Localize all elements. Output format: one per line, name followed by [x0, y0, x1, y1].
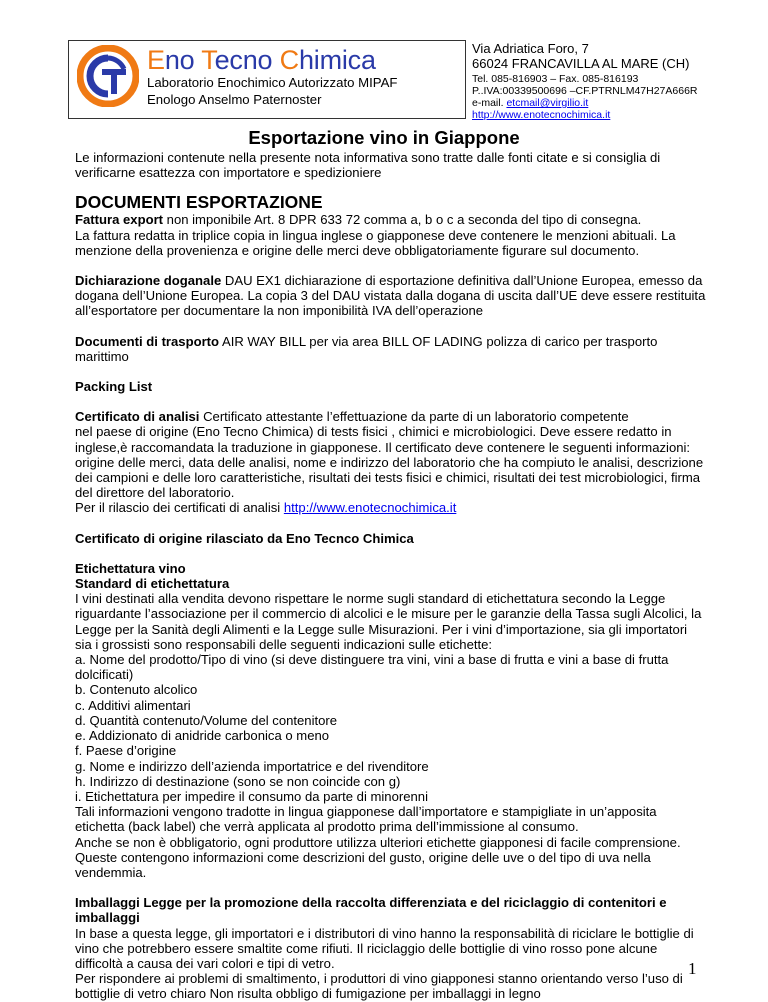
imballaggi-line: bottiglie di vetro chiaro Non risulta obbligo di fumigazione per imballaggi in legno — [75, 986, 541, 1002]
packing-list-heading: Packing List — [75, 379, 153, 395]
etichettatura-line: Legge per la Sanità degli Alimenti e la Legge sulle Misurazioni. Per i vini d’importazione, sia gli importatori — [75, 621, 688, 637]
enologist-subtitle: Enologo Anselmo Paternoster — [147, 92, 322, 107]
certificato-line: inglese,è raccomandata la traduzione in giapponese. Il certificato deve contenere le seguenti informazioni: — [75, 439, 691, 455]
dichiarazione-line: all’esportatore per documentare la non imponibilità IVA dell’operazione — [75, 303, 484, 319]
etichettatura-line: vendemmia. — [75, 864, 147, 880]
etichettatura-line: a. Nome del prodotto/Tipo di vino (si deve distinguere tra vini, vini a base di frutta e vini a base di frutta — [75, 652, 669, 668]
address-email-line: e-mail. etcmail@virgilio.it — [472, 97, 589, 109]
imballaggi-line: Per rispondere ai problemi di smaltimento, i produttori di vino giapponesi stanno orientando verso l’uso di — [75, 971, 683, 987]
fattura-line: Fattura export non imponibile Art. 8 DPR 633 72 comma a, b o c a seconda del tipo di consegna. — [75, 212, 642, 228]
etichettatura-line: Queste contengono informazioni come descrizioni del gusto, origine delle uve o del tipo di uva nella — [75, 849, 651, 865]
etichettatura-line: c. Additivi alimentari — [75, 697, 191, 713]
email-link[interactable]: etcmail@virgilio.it — [506, 97, 589, 109]
certificato-line: dei campioni e delle loro caratteristiche, risultati dei tests fisici e chimici, risultati dei test microbiologici, firma — [75, 470, 701, 486]
imballaggi-heading: Imballaggi Legge per la promozione della raccolta differenziata e del riciclaggio di contenitori e — [75, 895, 667, 911]
etichettatura-line: etichetta (back label) che verrà applicata al prodotto prima dell’immissione al consumo. — [75, 819, 579, 835]
website-link[interactable]: http://www.enotecnochimica.it — [472, 109, 611, 121]
brand-name: Eno Tecno Chimica — [147, 45, 376, 75]
etichettatura-line: b. Contenuto alcolico — [75, 682, 198, 698]
etichettatura-subheading: Standard di etichettatura — [75, 576, 230, 592]
letterhead-box — [68, 40, 466, 119]
etichettatura-line: riguardante l’associazione per il commercio di alcolici e le misure per le garanzie della Tassa sugli Alcolici, la — [75, 606, 702, 622]
certificato-line: Per il rilascio dei certificati di analisi http://www.enotecnochimica.it — [75, 500, 457, 516]
document-title: Esportazione vino in Giappone — [248, 127, 520, 148]
dichiarazione-line: Dichiarazione doganale DAU EX1 dichiarazione di esportazione definitiva dall’Unione Europea, emesso da — [75, 273, 703, 289]
fattura-line: menzione della provenienza e origine delle merci deve obbligatoriamente figurare sul documento. — [75, 242, 640, 258]
fattura-line: La fattura redatta in triplice copia in lingua inglese o giapponese deve contenere le menzioni abituali. La — [75, 227, 676, 243]
page-number: 1 — [688, 959, 697, 978]
intro-line: verificarne esattezza con importatore e spedizioniere — [75, 165, 382, 181]
etichettatura-line: dolcificati) — [75, 667, 134, 683]
etichettatura-line: I vini destinati alla vendita devono rispettare le norme sugli standard di etichettatura secondo la Legge — [75, 591, 666, 607]
imballaggi-line: In base a questa legge, gli importatori e i distributori di vino hanno la responsabilità di riciclare le bottiglie di — [75, 925, 694, 941]
certificate-link[interactable]: http://www.enotecnochimica.it — [283, 500, 457, 516]
etichettatura-line: sia i grossisti sono responsabili delle seguenti indicazioni sulle etichette: — [75, 636, 493, 652]
enotecnochimica-logo-icon — [77, 45, 139, 107]
etichettatura-line: i. Etichettatura per impedire il consumo da parte di minorenni — [75, 788, 428, 804]
section-heading: DOCUMENTI ESPORTAZIONE — [75, 192, 323, 213]
origine-heading: Certificato di origine rilasciato da Eno Tecnco Chimica — [75, 530, 414, 546]
trasporto-line: marittimo — [75, 348, 129, 364]
etichettatura-line: g. Nome e indirizzo dell’azienda importatrice e del rivenditore — [75, 758, 429, 774]
etichettatura-line: h. Indirizzo di destinazione (sono se non coincide con g) — [75, 773, 401, 789]
imballaggi-line: difficoltà a causa dei vari colori e tipi di vetro. — [75, 955, 335, 971]
dichiarazione-line: dogana dell’Unione Europea. La copia 3 del DAU vistata dalla dogana di uscita dall’UE deve essere restituita — [75, 288, 706, 304]
etichettatura-line: f. Paese d’origine — [75, 743, 177, 759]
certificato-line: Certificato di analisi Certificato attestante l’effettuazione da parte di un laboratorio competente — [75, 409, 629, 425]
imballaggi-heading: imballaggi — [75, 910, 140, 926]
imballaggi-line: vino che potrebbero essere smaltite come rifiuti. Il riciclaggio delle bottiglie di vino rosso pone alcune — [75, 940, 658, 956]
etichettatura-heading: Etichettatura vino — [75, 560, 186, 576]
address-website — [472, 109, 610, 121]
address-street: Via Adriatica Foro, 7 — [472, 41, 589, 56]
etichettatura-line: Anche se non è obbligatorio, ogni produttore utilizza ulteriori etichette giapponesi di facile comprensione. — [75, 834, 681, 850]
etichettatura-line: Tali informazioni vengono tradotte in lingua giapponese dall’importatore e stampigliate in un’apposita — [75, 804, 657, 820]
lab-subtitle: Laboratorio Enochimico Autorizzato MIPAF — [147, 75, 398, 90]
document-body — [75, 150, 715, 1002]
certificato-line: nel paese di origine (Eno Tecno Chimica) di tests fisici , chimici e microbiologici. Deve essere redatto in — [75, 424, 672, 440]
address-phone: Tel. 085-816903 – Fax. 085-816193 — [472, 73, 639, 85]
trasporto-line: Documenti di trasporto AIR WAY BILL per via area BILL OF LADING polizza di carico per trasporto — [75, 333, 658, 349]
etichettatura-line: d. Quantità contenuto/Volume del contenitore — [75, 712, 338, 728]
etichettatura-line: e. Addizionato di anidride carbonica o meno — [75, 728, 330, 744]
address-city: 66024 FRANCAVILLA AL MARE (CH) — [472, 56, 690, 71]
certificato-line: origine delle merci, data delle analisi, nome e indirizzo del laboratorio che ha compiuto le analisi, descrizione — [75, 454, 704, 470]
certificato-line: del direttore del laboratorio. — [75, 485, 235, 501]
address-vat: P..IVA:00339500696 –CF.PTRNLM47H27A666R — [472, 85, 698, 97]
intro-line: Le informazioni contenute nella presente nota informativa sono tratte dalle fonti citate e si consiglia di — [75, 150, 661, 165]
